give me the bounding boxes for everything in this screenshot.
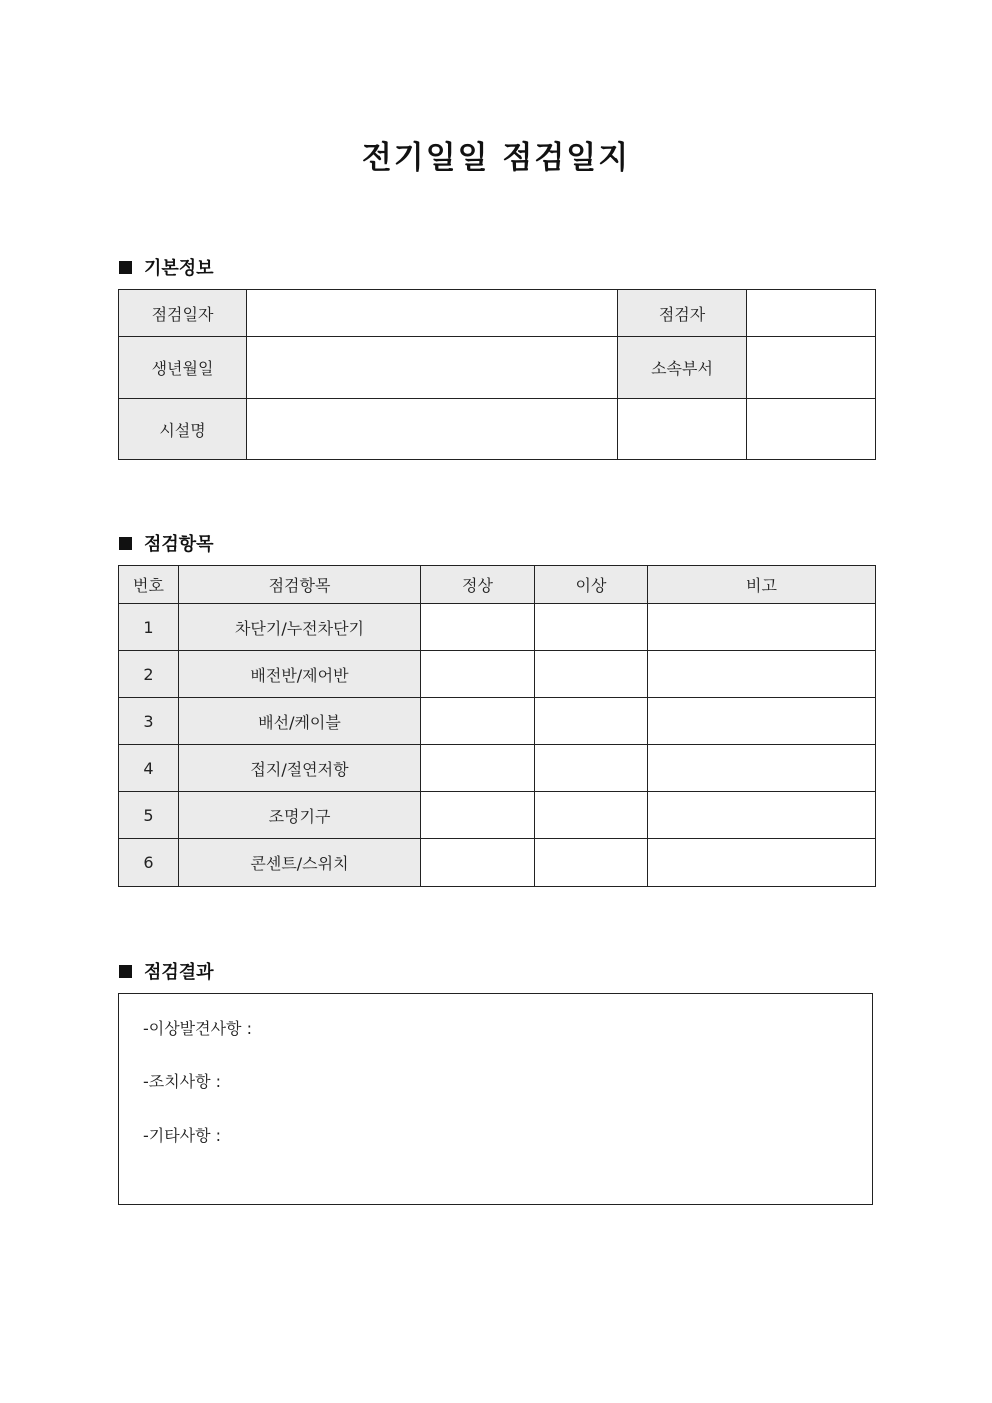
normal-cell[interactable] [421, 792, 535, 839]
date-field[interactable] [247, 290, 618, 337]
note-cell[interactable] [648, 604, 876, 651]
row-number: 5 [119, 792, 179, 839]
section-heading-result-label: 점검결과 [144, 962, 214, 983]
actions-label: -조치사항 : [143, 1072, 222, 1091]
abnormal-cell[interactable] [535, 839, 648, 887]
square-bullet-icon [119, 965, 132, 978]
normal-cell[interactable] [421, 604, 535, 651]
blank-cell[interactable] [747, 399, 876, 460]
row-item: 조명기구 [179, 792, 421, 839]
row-item: 차단기/누전차단기 [179, 604, 421, 651]
birth-field[interactable] [247, 337, 618, 399]
row-number: 6 [119, 839, 179, 887]
facility-label: 시설명 [119, 399, 247, 460]
header-note: 비고 [648, 566, 876, 604]
normal-cell[interactable] [421, 651, 535, 698]
facility-field[interactable] [247, 399, 618, 460]
square-bullet-icon [119, 537, 132, 550]
row-number: 1 [119, 604, 179, 651]
header-item: 점검항목 [179, 566, 421, 604]
table-row [119, 604, 876, 651]
section-heading-items-label: 점검항목 [144, 534, 214, 555]
row-number: 3 [119, 698, 179, 745]
page-title: 전기일일 점검일지 [361, 140, 631, 176]
inspection-header-row [119, 566, 876, 604]
header-normal: 정상 [421, 566, 535, 604]
inspector-field[interactable] [747, 290, 876, 337]
note-cell[interactable] [648, 698, 876, 745]
row-number: 4 [119, 745, 179, 792]
others-label: -기타사항 : [143, 1126, 222, 1145]
birth-label: 생년월일 [119, 337, 247, 399]
abnormal-cell[interactable] [535, 792, 648, 839]
department-label: 소속부서 [618, 337, 747, 399]
header-number: 번호 [119, 566, 179, 604]
inspector-label: 점검자 [618, 290, 747, 337]
row-item: 배전반/제어반 [179, 651, 421, 698]
date-label: 점검일자 [119, 290, 247, 337]
table-row [119, 839, 876, 887]
header-abnormal: 이상 [535, 566, 648, 604]
note-cell[interactable] [648, 792, 876, 839]
normal-cell[interactable] [421, 698, 535, 745]
abnormal-cell[interactable] [535, 745, 648, 792]
table-row [119, 792, 876, 839]
square-bullet-icon [119, 261, 132, 274]
blank-cell[interactable] [618, 399, 747, 460]
abnormal-findings-label: -이상발견사항 : [143, 1019, 252, 1038]
table-row [119, 745, 876, 792]
row-item: 접지/절연저항 [179, 745, 421, 792]
basic-info-table [118, 289, 876, 460]
row-item: 콘센트/스위치 [179, 839, 421, 887]
note-cell[interactable] [648, 745, 876, 792]
abnormal-cell[interactable] [535, 698, 648, 745]
inspection-table [118, 565, 876, 887]
section-heading-result [119, 958, 214, 984]
result-box[interactable] [118, 993, 873, 1205]
normal-cell[interactable] [421, 839, 535, 887]
abnormal-cell[interactable] [535, 651, 648, 698]
row-item: 배선/케이블 [179, 698, 421, 745]
section-heading-basic [119, 254, 214, 280]
abnormal-cell[interactable] [535, 604, 648, 651]
table-row [119, 651, 876, 698]
section-heading-items [119, 530, 214, 556]
note-cell[interactable] [648, 651, 876, 698]
normal-cell[interactable] [421, 745, 535, 792]
table-row [119, 698, 876, 745]
department-field[interactable] [747, 337, 876, 399]
row-number: 2 [119, 651, 179, 698]
section-heading-basic-label: 기본정보 [144, 258, 214, 279]
note-cell[interactable] [648, 839, 876, 887]
